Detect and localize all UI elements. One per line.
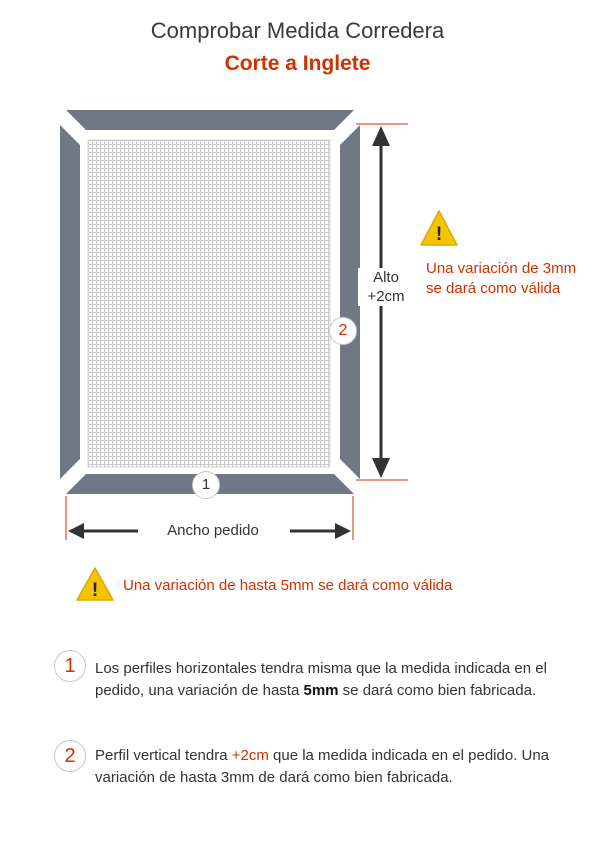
note-2-text: Perfil vertical tendra [95, 747, 232, 764]
note-1-text: Los perfiles horizontales tendra misma que la medida indicada en el pedido, una variación de hasta [95, 660, 547, 699]
note-number-1: 1 [54, 650, 86, 682]
width-label: Ancho pedido [167, 522, 259, 539]
note-1-text-end: se dará como bien fabricada. [338, 682, 537, 699]
width-arrow-head-right [335, 523, 351, 539]
frame-top-profile [66, 110, 354, 130]
svg-text:!: ! [91, 580, 99, 601]
frame-right-profile [340, 125, 360, 479]
height-arrow-head-bottom [372, 458, 390, 478]
marker-horizontal-profile: 1 [192, 471, 220, 499]
note-1-bold: 5mm [303, 682, 339, 699]
note-2 [95, 745, 565, 789]
mesh-panel [88, 140, 330, 467]
warning-text: Una variación de hasta 5mm se dará como válida [123, 577, 453, 594]
side-warning-icon [421, 211, 457, 245]
height-label-line1: Alto [373, 269, 399, 286]
note-number-2: 2 [54, 740, 86, 772]
side-warning-text: Una variación de 3mm se dará como válida [426, 260, 577, 297]
note-1 [95, 658, 565, 702]
height-label [358, 268, 414, 306]
frame-left-profile [60, 125, 80, 479]
page-subtitle: Corte a Inglete [224, 52, 371, 75]
width-arrow-head-left [68, 523, 84, 539]
note-2-highlight: +2cm [231, 747, 269, 764]
warning-icon [77, 568, 113, 601]
note-2-text-end: que la medida indicada en el pedido. Una variación de hasta 3mm de dará como bien fabricada. [95, 747, 550, 786]
height-label-line2: +2cm [367, 288, 405, 305]
marker-vertical-profile: 2 [329, 317, 357, 345]
height-arrow-head-top [372, 126, 390, 146]
svg-text:!: ! [435, 224, 443, 245]
page-title: Comprobar Medida Corredera [150, 18, 445, 43]
